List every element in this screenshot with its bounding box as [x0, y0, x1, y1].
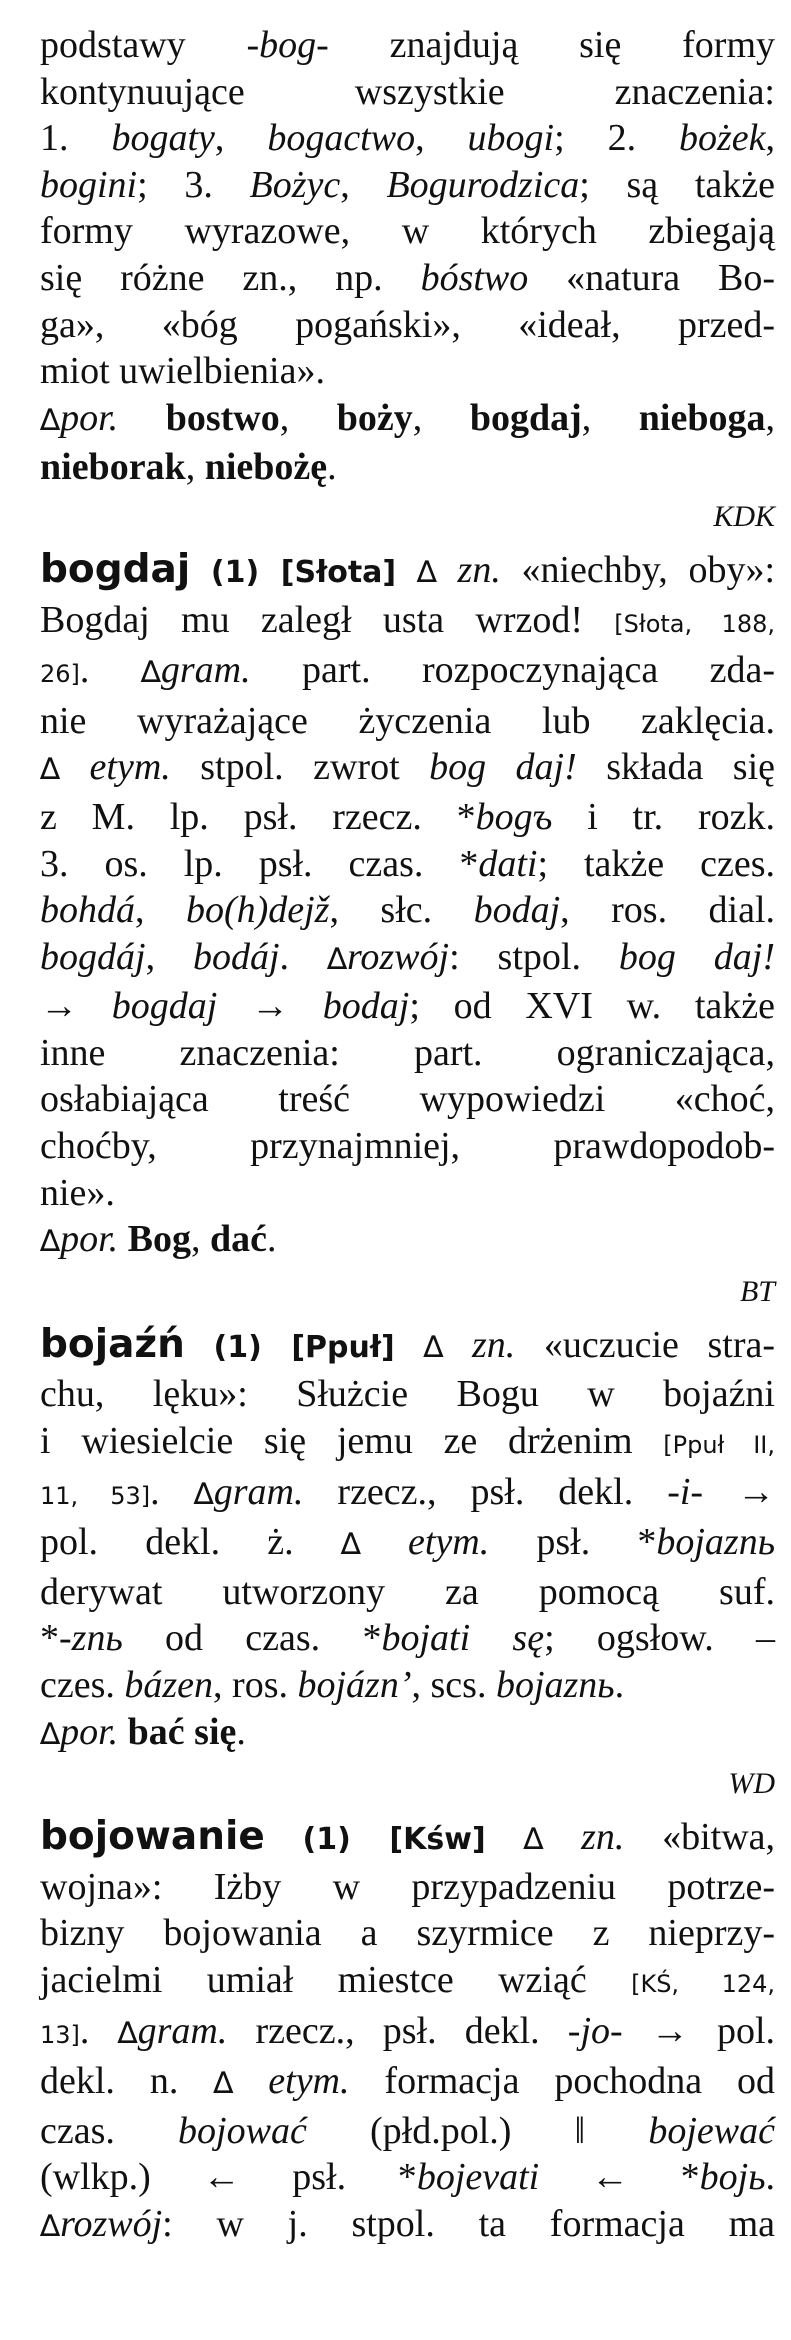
entry-body [40, 547, 775, 1216]
text-line: bojowanie (1) [Kśw] ∆ zn. «bitwa, [40, 1814, 776, 1860]
dictionary-page [40, 22, 775, 2251]
see-also [40, 1216, 775, 1266]
text-line: Bogdaj mu zaległ usta wrzod! [Słota, 188, [40, 598, 775, 641]
text-line: 13]. ∆gram. rzecz., psł. dekl. -jo- → pol. [40, 2009, 776, 2052]
text-line: jacielmi umiał miestce wziąć [KŚ, 124, [40, 1958, 775, 2001]
text-line: ∆por. bać się. [40, 1710, 246, 1753]
text-line: pol. dekl. ż. ∆ etym. psł. *bojaznь [40, 1521, 775, 1564]
text-line: *-znь od czas. *bojati sę; ogsłow. – [40, 1617, 776, 1660]
text-line: (wlkp.) ← psł. *bojevati ← *bojь. [40, 2156, 776, 2199]
text-line: ∆por. Bog, dać. [40, 1218, 277, 1261]
entry-bog-continued [40, 22, 775, 537]
text-line: 11, 53]. ∆gram. rzecz., psł. dekl. -i- → [40, 1470, 776, 1513]
author-initials: KDK [713, 499, 775, 533]
text-line: miot uwielbienia». [40, 350, 325, 393]
entry-body [40, 22, 775, 395]
text-line: 1. bogaty, bogactwo, ubogi; 2. bożek, [40, 117, 776, 160]
text-line: chu, lęku»: Służcie Bogu w bojaźni [40, 1373, 775, 1416]
text-line: czes. bázen, ros. bojázn’, scs. bojaznь. [40, 1664, 625, 1706]
entry-bojowanie [40, 1814, 775, 2250]
text-line: dekl. n. ∆ etym. formacja pochodna od [40, 2060, 775, 2103]
text-line: bojaźń (1) [Ppuł] ∆ zn. «uczucie stra- [40, 1321, 776, 1367]
text-line: z M. lp. psł. rzecz. *bogъ i tr. rozk. [40, 795, 775, 838]
text-line: bohdá, bo(h)dejž, słc. bodaj, ros. dial. [40, 889, 775, 932]
entry-body [40, 1814, 775, 2250]
text-line: inne znaczenia: part. ograniczająca, [40, 1031, 775, 1074]
text-line: formy wyrazowe, w których zbiegają [40, 210, 775, 253]
see-also [40, 395, 775, 491]
text-line: wojna»: Iżby w przypadzeniu potrze- [40, 1865, 775, 1908]
entry-bogdaj [40, 547, 775, 1312]
text-line: derywat utworzony za pomocą suf. [40, 1570, 775, 1613]
see-also [40, 1709, 775, 1759]
text-line: → bogdaj → bodaj; od XVI w. także [40, 985, 775, 1028]
entry-body [40, 1322, 775, 1709]
text-line: podstawy -bog- znajdują się formy [40, 24, 775, 66]
text-line: ∆rozwój: w j. stpol. ta formacja ma [40, 2202, 775, 2245]
text-line: czas. bojować (płd.pol.) ‖ bojewać [40, 2109, 776, 2152]
author-initials: BT [739, 1274, 775, 1308]
text-line: i wiesielcie się jemu ze drżenim [Ppuł II, [40, 1420, 776, 1463]
author-initials: WD [728, 1767, 775, 1801]
text-line: bogini; 3. Bożyc, Bogurodzica; są także [40, 163, 776, 206]
text-line: kontynuujące wszystkie znaczenia: [40, 70, 775, 113]
text-line: bogdaj (1) [Słota] ∆ zn. «niechby, oby»: [40, 546, 776, 592]
text-line: ∆por. bostwo, boży, bogdaj, nieboga, [40, 396, 775, 439]
text-line: nie». [40, 1171, 115, 1214]
text-line: 3. os. lp. psł. czas. *dati; także czes. [40, 842, 775, 885]
text-line: choćby, przynajmniej, prawdopodob- [40, 1125, 775, 1168]
entry-bojazn [40, 1322, 775, 1804]
text-line: się różne zn., np. bóstwo «natura Bo- [40, 256, 776, 299]
text-line: ∆ etym. stpol. zwrot bog daj! składa się [40, 746, 775, 789]
text-line: osłabiająca treść wypowiedzi «choć, [40, 1078, 775, 1121]
text-line: ga», «bóg pogański», «ideał, przed- [40, 303, 775, 346]
text-line: bizny bojowania a szyrmice z nieprzy- [40, 1912, 775, 1955]
text-line: 26]. ∆gram. part. rozpoczynająca zda- [40, 649, 775, 692]
text-line: bogdáj, bodáj. ∆rozwój: stpol. bog daj! [40, 935, 775, 978]
text-line: nie wyrażające życzenia lub zaklęcia. [40, 699, 775, 742]
text-line: nieborak, niebożę. [40, 446, 337, 489]
